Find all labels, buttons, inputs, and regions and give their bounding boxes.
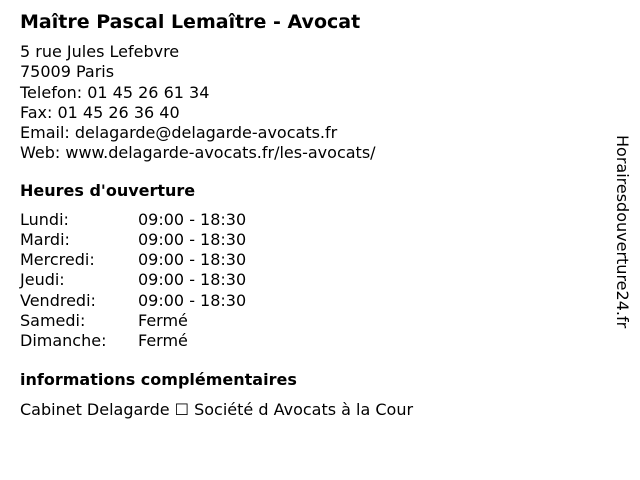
hours-day: Dimanche: xyxy=(20,331,107,350)
info-heading: informations complémentaires xyxy=(20,370,297,390)
hours-heading: Heures d'ouverture xyxy=(20,180,196,200)
hours-time: 09:00 - 18:30 xyxy=(138,250,247,270)
side-credit: Horairesdouverture24.fr xyxy=(613,135,632,329)
hours-time: 09:00 - 18:30 xyxy=(138,270,247,290)
hours-day: Jeudi: xyxy=(20,270,65,290)
hours-time: Fermé xyxy=(138,310,188,330)
business-card xyxy=(20,9,600,421)
hours-time: 09:00 - 18:30 xyxy=(138,229,247,249)
hours-day: Mercredi: xyxy=(20,250,95,270)
phone-line: Telefon: 01 45 26 61 34 xyxy=(20,82,210,102)
address-street: 5 rue Jules Lefebvre xyxy=(20,42,180,61)
email-line: Email: delagarde@delagarde-avocats.fr xyxy=(20,123,338,143)
fax-line: Fax: 01 45 26 36 40 xyxy=(20,102,180,122)
hours-day: Mardi: xyxy=(20,229,70,249)
hours-row-sunday xyxy=(20,331,600,351)
hours-row-thursday xyxy=(20,270,600,290)
hours-day: Vendredi: xyxy=(20,290,96,310)
hours-row-tuesday xyxy=(20,230,600,250)
page-title: Maître Pascal Lemaître - Avocat xyxy=(20,11,361,33)
hours-time: 09:00 - 18:30 xyxy=(138,290,247,310)
hours-row-saturday xyxy=(20,311,600,331)
hours-day: Lundi: xyxy=(20,209,69,229)
address-city: 75009 Paris xyxy=(20,62,115,82)
hours-time: 09:00 - 18:30 xyxy=(138,209,247,229)
hours-row-wednesday xyxy=(20,250,600,270)
hours-row-monday xyxy=(20,210,600,230)
hours-time: Fermé xyxy=(138,331,188,350)
web-line: Web: www.delagarde-avocats.fr/les-avocats/ xyxy=(20,143,376,163)
hours-day: Samedi: xyxy=(20,310,86,330)
info-text: Cabinet Delagarde ☐ Société d Avocats à la Cour xyxy=(20,400,414,420)
hours-row-friday xyxy=(20,291,600,311)
hours-table xyxy=(20,210,600,351)
